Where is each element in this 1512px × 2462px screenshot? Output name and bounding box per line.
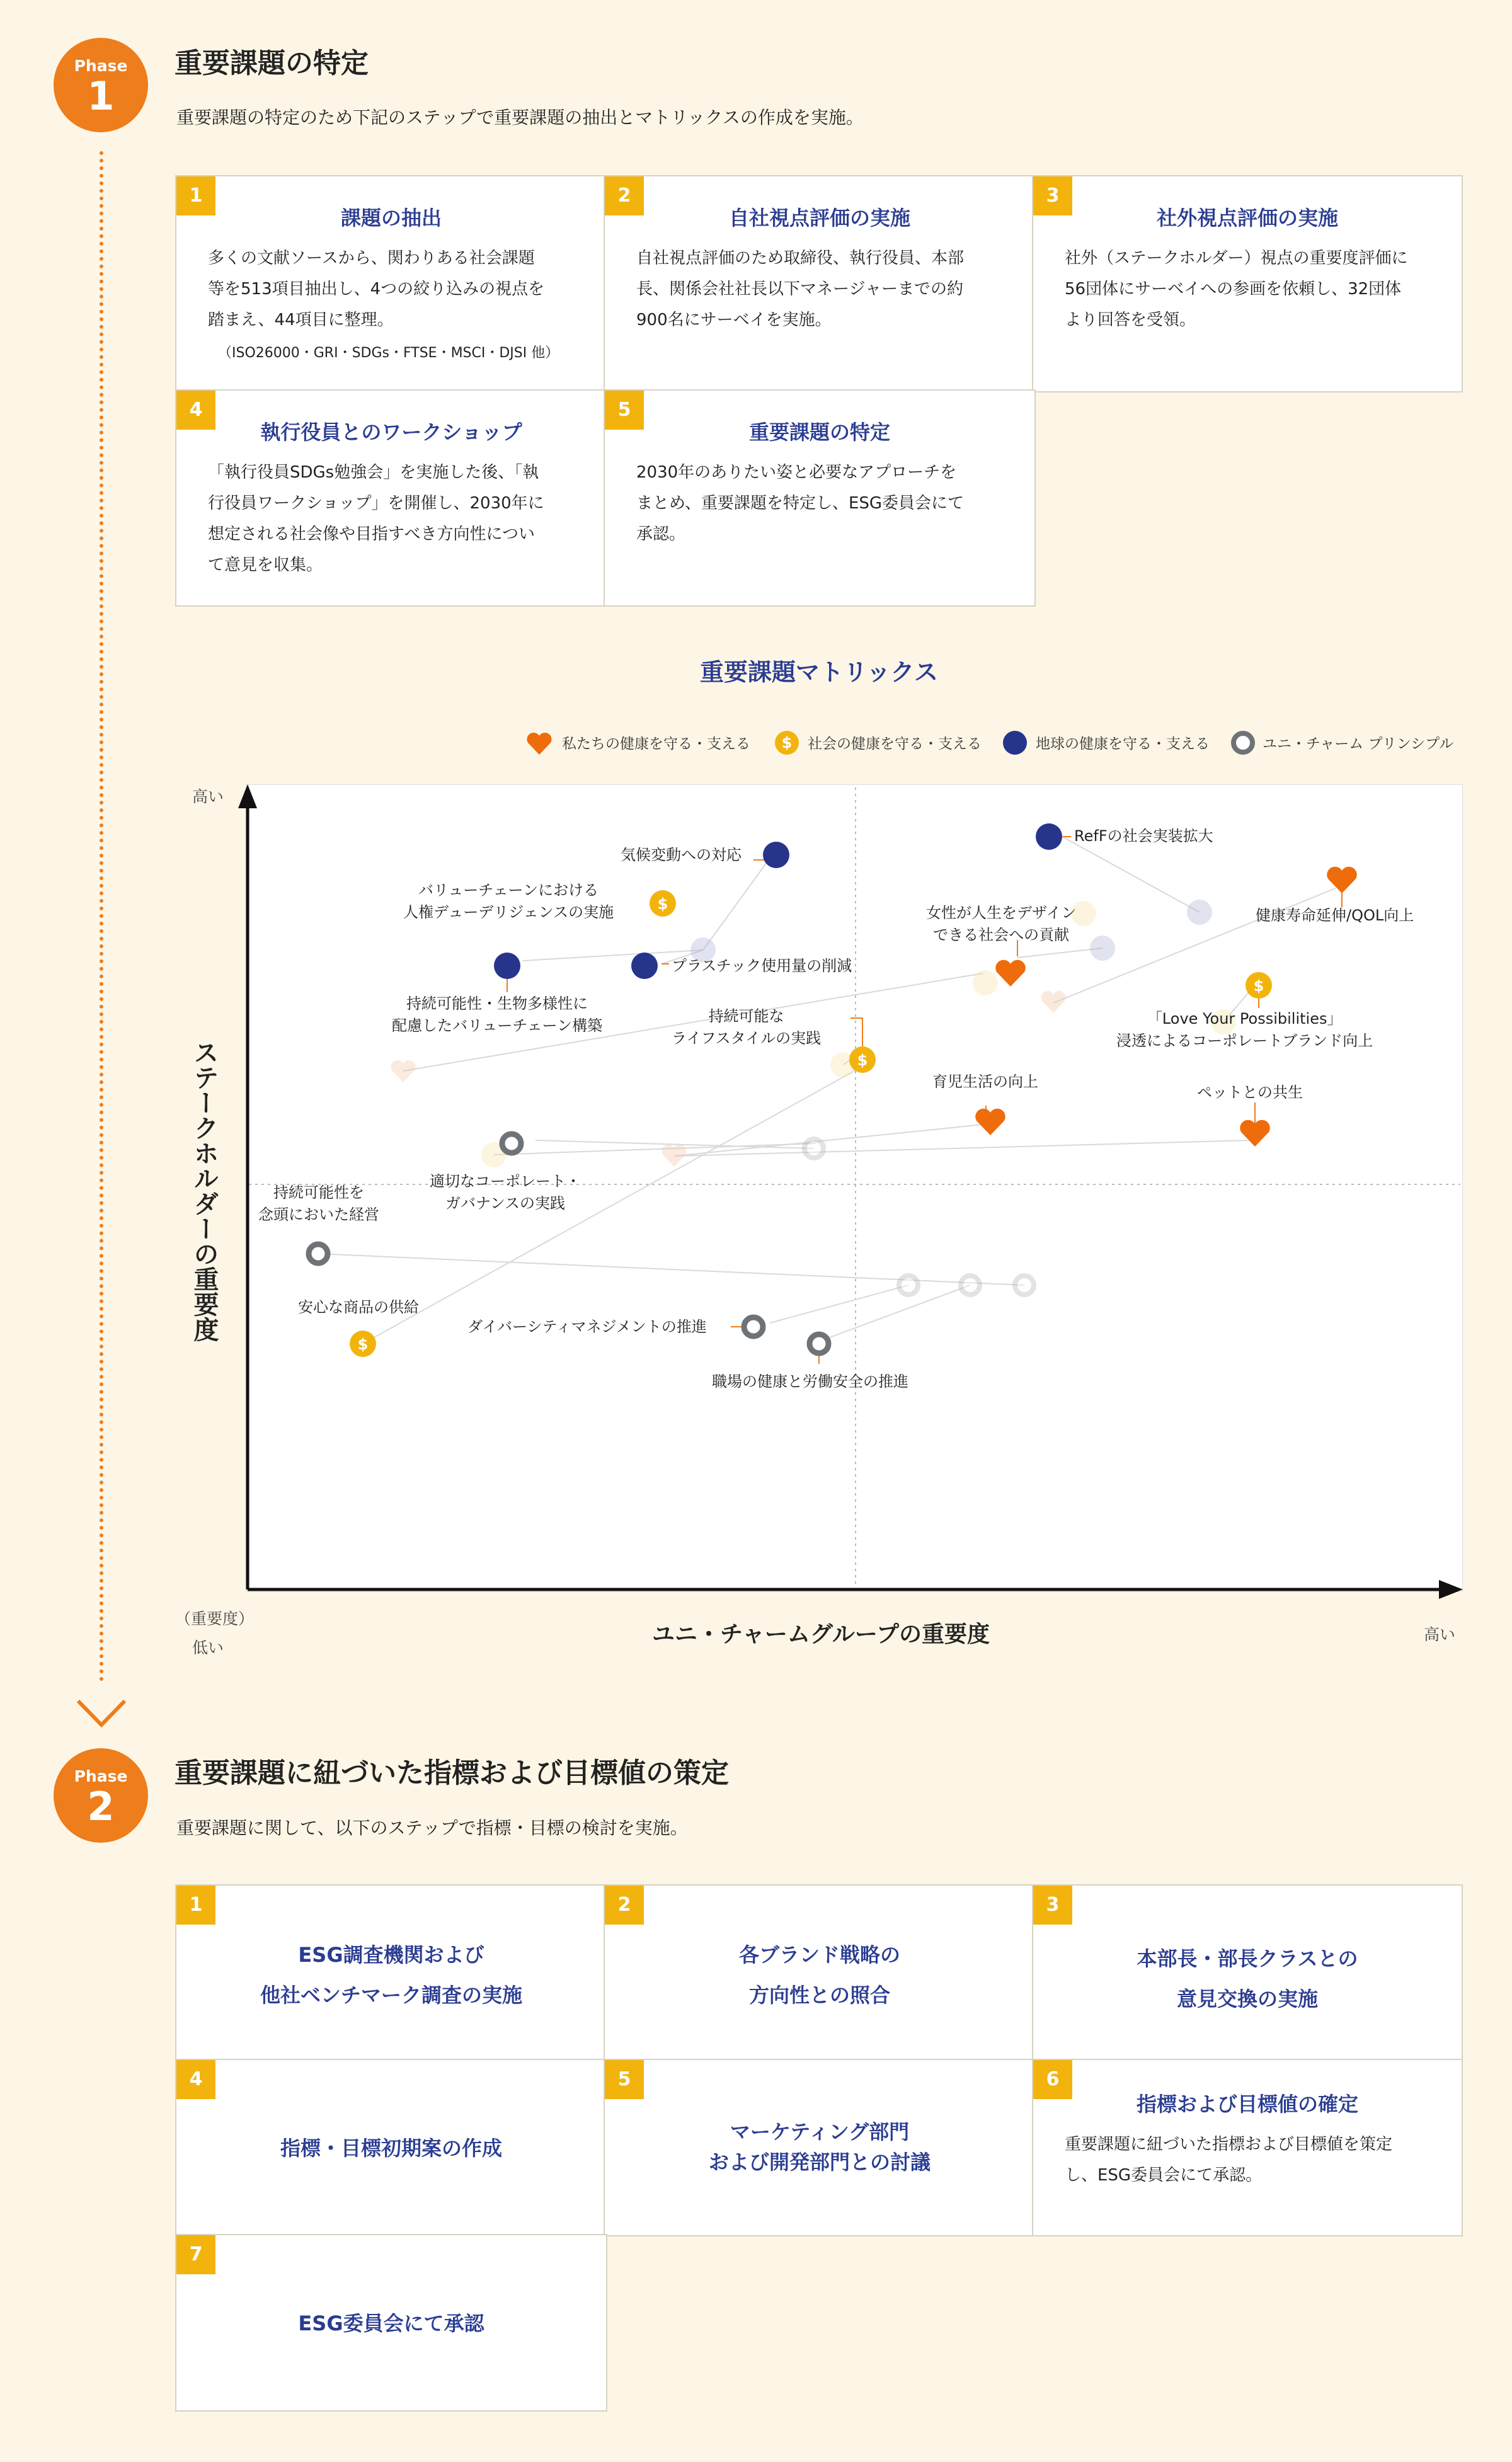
dot-plastic [631,953,658,979]
x-axis-high-label: 高い [1424,1625,1456,1644]
heart-childcare [975,1109,1005,1135]
step-number: 5 [605,391,644,430]
heart-women [995,960,1026,987]
phase-number: 2 [87,1784,115,1829]
step-body: 多くの文献ソースから、関わりある社会課題 等を513項目抽出し、4つの絞り込みの視点を 踏まえ、44項目に整理。 [208,249,545,329]
phase2-step-5 [604,2059,1036,2236]
step-number: 3 [1033,1886,1072,1925]
phase2-description: 重要課題に関して、以下のステップで指標・目標の検討を実施。 [176,1818,688,1838]
step-number: 2 [605,176,644,215]
ring-workplace [810,1334,828,1353]
dot-refF [1036,823,1062,850]
step-number: 1 [176,1886,215,1925]
step-number: 4 [176,2060,215,2099]
step-number: 7 [176,2235,215,2274]
dot-climate [763,842,789,868]
step-title: 指標および目標値の確定 [1136,2092,1358,2116]
label-value-chain-hr: バリューチェーンにおける 人権デューデリジェンスの実施 [403,881,614,921]
phase1-title: 重要課題の特定 [175,47,369,79]
step-title: ESG調査機関および 他社ベンチマーク調査の実施 [260,1943,522,2007]
dot-biodiversity [494,953,520,979]
svg-text:$: $ [357,1336,369,1353]
matrix-title: 重要課題マトリックス [699,658,939,686]
step-number: 3 [1033,176,1072,215]
label-biodiversity: 持続可能性・生物多様性に 配慮したバリューチェーン構築 [392,995,603,1034]
phase-label: Phase [74,57,128,75]
phase-label: Phase [74,1767,128,1785]
step-title: 自社視点評価の実施 [728,206,910,230]
step-body: 自社視点評価のため取締役、執行役員、本部 長、関係会社社長以下マネージャーまでの約 900名にサーベイを実施。 [636,249,965,329]
y-axis-title: ステークホルダーの重要度 [190,1039,219,1342]
step-body: 2030年のありたい姿と必要なアプローチを まとめ、重要課題を特定し、ESG委員会にて 承認。 [636,463,965,544]
origin-label-line2: 低い [192,1639,224,1657]
label-childcare: 育児生活の向上 [932,1073,1038,1091]
phase2-step-2 [604,1884,1036,2061]
phase-number: 1 [87,73,115,119]
step-number: 6 [1033,2060,1072,2099]
label-pets: ペットとの共生 [1197,1084,1303,1101]
label-brand: 「Love Your Possibilities」 浸透によるコーポレートブランド向上 [1116,1010,1373,1050]
ring-governance [502,1134,521,1153]
svg-text:$: $ [1253,977,1264,995]
step-number: 5 [605,2060,644,2099]
step-title: 重要課題の特定 [748,420,890,444]
step-title: 社外視点評価の実施 [1156,206,1338,230]
ring-diversity [744,1317,763,1336]
label-plastic: プラスチック使用量の削減 [672,957,852,975]
step-number: 4 [176,391,215,430]
y-axis-high-label: 高い [192,787,224,806]
label-diversity: ダイバーシティマネジメントの推進 [467,1318,707,1336]
svg-text:$: $ [657,895,668,913]
step-title: 本部長・部長クラスとの 意見交換の実施 [1137,1947,1358,2011]
phase2-step-6 [1032,2059,1463,2236]
label-safe-products: 安心な商品の供給 [298,1298,419,1316]
phase2-step-4 [175,2059,607,2236]
legend-label-principle: ユニ・チャーム プリンシプル [1263,736,1454,752]
label-sustain-mgmt: 持続可能性を 念頭においた経営 [258,1184,379,1223]
phase2-step-3 [1032,1884,1463,2061]
step-body: 「執行役員SDGs勉強会」を実施した後、「執 行役員ワークショップ」を開催し、2030年に 想定される社会像や目指すべき方向性につい て意見を収集。 [208,463,544,575]
svg-text:$: $ [857,1051,868,1069]
label-healthy-life: 健康寿命延伸/QOL向上 [1256,907,1414,924]
label-sustainable-life: 持続可能な ライフスタイルの実践 [672,1007,822,1047]
step-title: ESG委員会にて承認 [298,2311,484,2335]
ring-sustain-mgmt [309,1244,328,1263]
step-title: 課題の抽出 [340,206,442,230]
phase2-step-7 [175,2234,607,2412]
x-axis-title: ユニ・チャームグループの重要度 [652,1622,990,1647]
phase2-title: 重要課題に紐づいた指標および目標値の策定 [175,1757,729,1789]
step-title: 各ブランド戦略の 方向性との照合 [738,1943,900,2007]
phase2-badge [54,1748,148,1843]
origin-label-line1: （重要度） [175,1610,255,1628]
legend-label-planet: 地球の健康を守る・支える [1036,736,1210,752]
step-title: マーケティング部門 および開発部門との討議 [708,2120,931,2174]
step-body: 重要課題に紐づいた指標および目標値を策定 し、ESG委員会にて承認。 [1065,2135,1393,2185]
step-number: 1 [176,176,215,215]
legend-label-society: 社会の健康を守る・支える [808,736,982,752]
step-body: 社外（ステークホルダー）視点の重要度評価に 56団体にサーベイへの参画を依頼し、32団体 より回答を受領。 [1065,249,1408,329]
step-title: 指標・目標初期案の作成 [280,2136,502,2160]
step-number: 2 [605,1886,644,1925]
phase1-description: 重要課題の特定のため下記のステップで重要課題の抽出とマトリックスの作成を実施。 [176,107,864,128]
svg-text:$: $ [781,734,793,752]
step-note: （ISO26000・GRI・SDGs・FTSE・MSCI・DJSI 他） [218,345,559,361]
label-governance: 適切なコーポレート・ ガバナンスの実践 [430,1172,581,1212]
phase2-step-1 [175,1884,607,2061]
label-climate: 気候変動への対応 [621,846,742,864]
label-women: 女性が人生をデザイン できる社会への貢献 [926,904,1077,944]
legend-label-ours: 私たちの健康を守る・支える [562,736,750,752]
label-refF: RefFの社会実装拡大 [1074,827,1213,845]
step-title: 執行役員とのワークショップ [260,420,522,444]
label-workplace: 職場の健康と労働安全の推進 [712,1373,908,1390]
heart-pets [1240,1120,1270,1147]
